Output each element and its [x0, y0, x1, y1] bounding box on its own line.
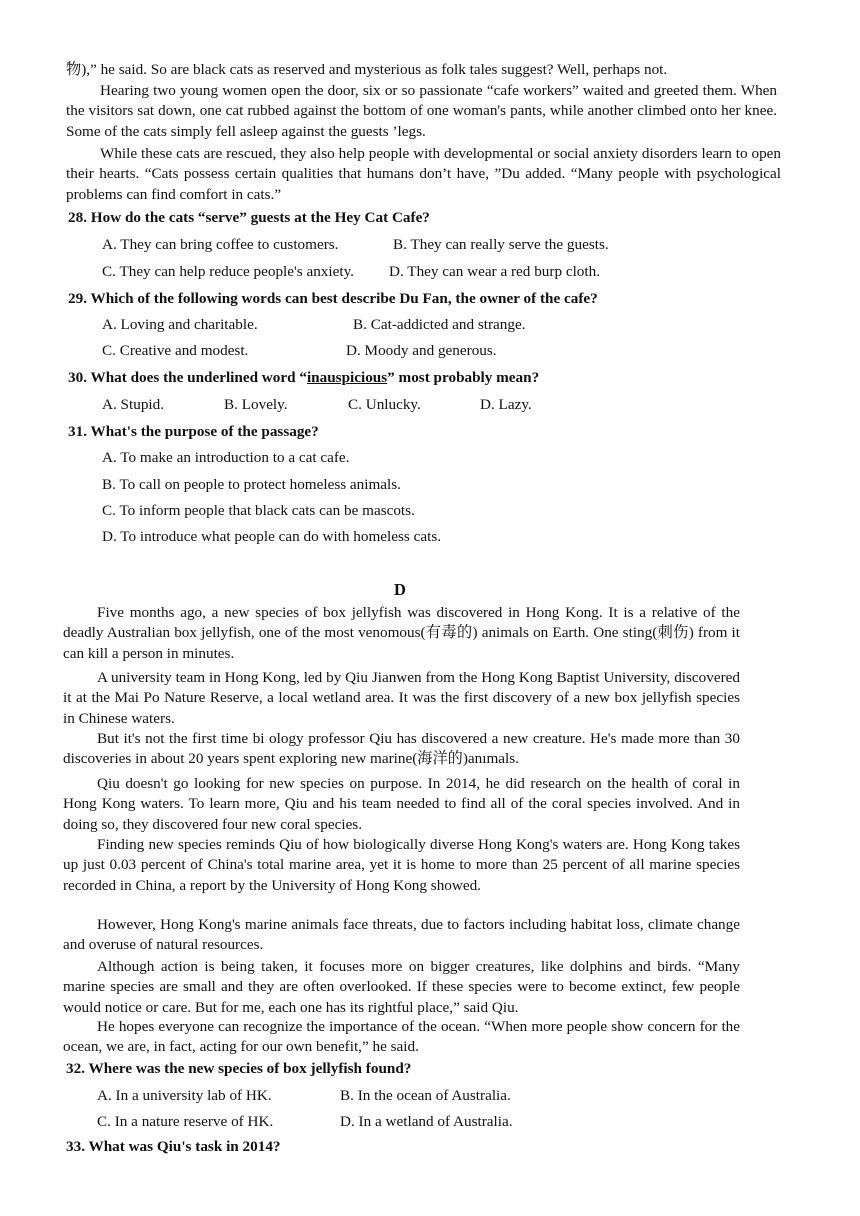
underlined-word: inauspicious — [306, 369, 388, 386]
passage-d-paragraph: Although action is being taken, it focuses more on bigger creatures, like dolphins and birds. “Many marine species are small and they are often overlooked. If these species were to become extinct, few people would notice or care. But for me, each one has its rightful place,” said Qiu. — [63, 958, 740, 1016]
option-32-a: A. In a university lab of HK. — [97, 1087, 272, 1104]
option-30-a: A. Stupid. — [102, 396, 165, 413]
option-32-d: D. In a wetland of Australia. — [340, 1113, 513, 1130]
passage-d-paragraph: However, Hong Kong's marine animals face threats, due to factors including habitat loss, climate change and overuse of natural resources. — [63, 916, 740, 954]
option-31-c: C. To inform people that black cats can be mascots. — [102, 502, 415, 519]
passage-c-paragraph: 物),” he said. So are black cats as reserved and mysterious as folk tales suggest? Well, perhaps not. — [66, 61, 668, 78]
option-32-b: B. In the ocean of Australia. — [340, 1087, 511, 1104]
passage-c-paragraph: While these cats are rescued, they also help people with developmental or social anxiety disorders learn to open their hearts. “Cats possess certain qualities that humans don’t have, ”Du added. “Many people with psychological problems can find comfort in cats.” — [66, 145, 781, 203]
option-31-d: D. To introduce what people can do with homeless cats. — [102, 528, 442, 545]
option-32-c: C. In a nature reserve of HK. — [97, 1113, 274, 1130]
option-31-b: B. To call on people to protect homeless animals. — [102, 476, 401, 493]
question-29-stem: 29. Which of the following words can best describe Du Fan, the owner of the cafe? — [68, 290, 598, 307]
option-29-a: A. Loving and charitable. — [102, 316, 258, 333]
option-28-c: C. They can help reduce people's anxiety. — [102, 263, 354, 280]
passage-d-paragraph: He hopes everyone can recognize the importance of the ocean. “When more people show concern for the ocean, we are, in fact, acting for our own benefit,” he said. — [63, 1018, 740, 1056]
option-31-a: A. To make an introduction to a cat cafe. — [102, 449, 350, 466]
option-30-d: D. Lazy. — [480, 396, 532, 413]
question-32-stem: 32. Where was the new species of box jellyfish found? — [66, 1060, 412, 1077]
question-31-stem: 31. What's the purpose of the passage? — [68, 423, 319, 440]
option-29-b: B. Cat-addicted and strange. — [353, 316, 526, 333]
passage-d-paragraph: A university team in Hong Kong, led by Qiu Jianwen from the Hong Kong Baptist University, discovered it at the Mai Po Nature Reserve, a local wetland area. It was the first discovery of a new box jellyfish species in Chinese waters. — [63, 669, 740, 727]
option-29-c: C. Creative and modest. — [102, 342, 249, 359]
passage-c-paragraph: Hearing two young women open the door, six or so passionate “cafe workers” waited and greeted them. When the visitors sat down, one cat rubbed against the bottom of one woman's pants, while another climbed onto her knee. Some of the cats simply fell asleep against the guests ’legs. — [66, 82, 777, 140]
question-33-stem: 33. What was Qiu's task in 2014? — [66, 1138, 281, 1155]
option-28-d: D. They can wear a red burp cloth. — [389, 263, 600, 280]
option-28-b: B. They can really serve the guests. — [393, 236, 609, 253]
passage-d-paragraph: Five months ago, a new species of box jellyfish was discovered in Hong Kong. It is a relative of the deadly Australian box jellyfish, one of the most venomous(有毒的) animals on Earth. One sting(刺伤) from it can kill a person in minutes. — [63, 604, 740, 662]
option-30-c: C. Unlucky. — [348, 396, 421, 413]
section-heading-d: D — [394, 580, 406, 599]
passage-d-paragraph: But it's not the first time bi ology professor Qiu has discovered a new creature. He's made more than 30 discoveries in about 20 years spent exploring new marine(海洋的)anımals. — [63, 730, 740, 768]
question-30-stem: 30. What does the underlined word “inauspicious” most probably mean? — [68, 369, 540, 386]
question-28-stem: 28. How do the cats “serve” guests at the Hey Cat Cafe? — [68, 209, 430, 226]
passage-d-paragraph: Finding new species reminds Qiu of how biologically diverse Hong Kong's waters are. Hong Kong takes up just 0.03 percent of China's total marine area, yet it is home to more than 25 percent of all marine species recorded in China, a report by the University of Hong Kong showed. — [63, 836, 740, 894]
option-29-d: D. Moody and generous. — [346, 342, 497, 359]
option-30-b: B. Lovely. — [224, 396, 288, 413]
passage-d-paragraph: Qiu doesn't go looking for new species on purpose. In 2014, he did research on the health of coral in Hong Kong waters. To learn more, Qiu and his team needed to find all of the coral species involved. And in doing so, they discovered four new coral species. — [63, 775, 740, 833]
option-28-a: A. They can bring coffee to customers. — [102, 236, 339, 253]
